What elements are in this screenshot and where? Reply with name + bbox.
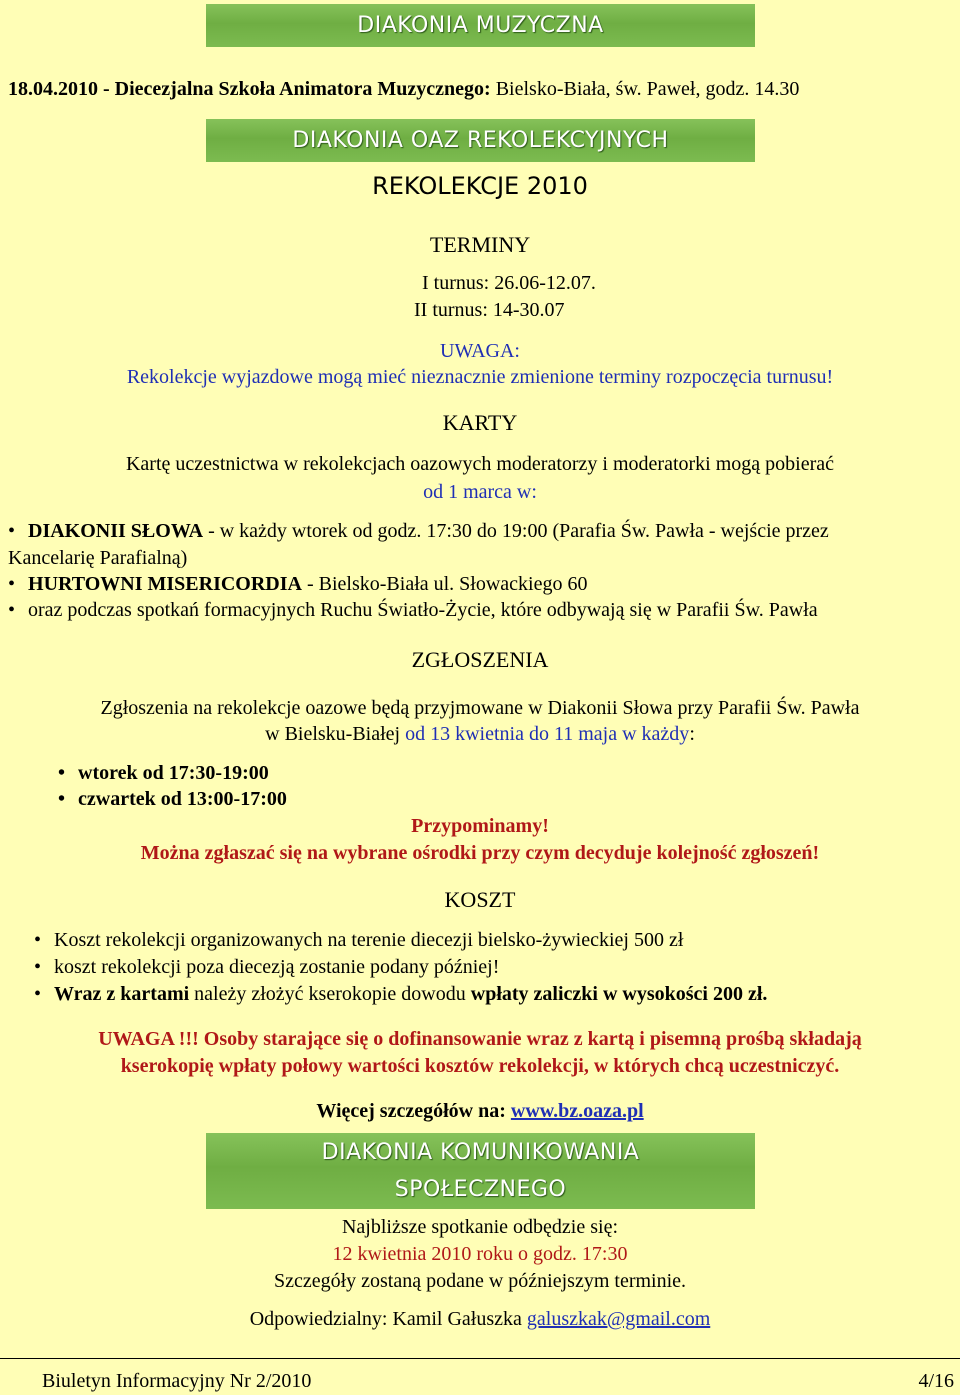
text: !!! Osoby starające się o dofinansowanie wraz z kartą i pisemną prośbą składają: [173, 1028, 862, 1050]
karty-item-diakonia-slowa: [8, 520, 829, 543]
label: Odpowiedzialny: Kamil Gałuszka: [249, 1308, 527, 1330]
day-text: czwartek od 13:00-17:00: [78, 788, 287, 810]
banner-title-line-2: SPOŁECZNEGO: [394, 1177, 567, 1202]
uwaga2-line-2: kserokopię wpłaty połowy wartości kosztów rekolekcji, w których chcą uczestniczyć.: [120, 1055, 840, 1077]
turnus-2: II turnus: 14-30.07: [414, 299, 565, 321]
karty-item-spotkania: [8, 599, 818, 622]
koszt-item-1: [34, 929, 683, 952]
item-bold: Wraz z kartami: [54, 983, 190, 1005]
zgloszenia-day-czwartek: [58, 788, 287, 811]
uwaga-label: UWAGA:: [440, 340, 520, 362]
karty-intro: Kartę uczestnictwa w rekolekcjach oazowych moderatorzy i moderatorki mogą pobierać: [125, 453, 835, 475]
zgloszenia-line-2: [0, 723, 960, 746]
event-line: [8, 78, 958, 101]
spotkanie-line-1: Najbliższe spotkanie odbędzie się:: [341, 1216, 618, 1238]
item-bold: wpłaty zaliczki w wysokości 200 zł.: [470, 983, 768, 1005]
banner-diakonia-oaz: [206, 119, 755, 162]
koszt-item-2: [34, 956, 499, 979]
footer-title: Biuletyn Informacyjny Nr 2/2010: [42, 1370, 312, 1392]
mozna-zglaszac: Można zgłaszać się na wybrane ośrodki przy czym decyduje kolejność zgłoszeń!: [140, 842, 820, 864]
text: w Bielsku-Białej: [265, 723, 406, 745]
website-link[interactable]: www.bz.oaza.pl: [510, 1100, 644, 1122]
text: :: [689, 723, 695, 745]
rekolekcje-title: REKOLEKCJE 2010: [372, 172, 588, 200]
koszt-heading: KOSZT: [444, 887, 516, 912]
spotkanie-line-3: Szczegóły zostaną podane w późniejszym terminie.: [273, 1270, 687, 1292]
odpowiedzialny-line: [0, 1308, 960, 1331]
footer-page-number: 4/16: [918, 1370, 954, 1392]
uwaga-label: UWAGA: [98, 1028, 174, 1050]
item-text: - Bielsko-Biała ul. Słowackiego 60: [301, 573, 588, 595]
wiecej-line: [0, 1100, 960, 1123]
uwaga2-line-1: [0, 1028, 960, 1051]
spotkanie-date: 12 kwietnia 2010 roku o godz. 17:30: [332, 1243, 628, 1265]
item-bold: HURTOWNI MISERICORDIA: [28, 573, 302, 595]
item-text: oraz podczas spotkań formacyjnych Ruchu Światło-Życie, które odbywają się w Parafii Św. Pawła: [28, 599, 818, 621]
email-link[interactable]: galuszkak@gmail.com: [526, 1308, 711, 1330]
zgloszenia-day-wtorek: [58, 762, 269, 785]
item-text: Koszt rekolekcji organizowanych na terenie diecezji bielsko-żywieckiej 500 zł: [54, 929, 684, 951]
terminy-heading: TERMINY: [429, 232, 531, 257]
karty-od: od 1 marca w:: [423, 481, 537, 503]
zgloszenia-line-1: Zgłoszenia na rekolekcje oazowe będą przyjmowane w Diakonii Słowa przy Parafii Św. Pawła: [100, 697, 860, 719]
banner-title-line-1: DIAKONIA KOMUNIKOWANIA: [321, 1140, 640, 1165]
event-date-title: 18.04.2010 - Diecezjalna Szkoła Animatora Muzycznego:: [8, 78, 491, 100]
day-text: wtorek od 17:30-19:00: [78, 762, 269, 784]
date-range: od 13 kwietnia do 11 maja w każdy: [405, 723, 690, 745]
zgloszenia-heading: ZGŁOSZENIA: [411, 647, 549, 672]
przypominamy: Przypominamy!: [411, 815, 549, 837]
item-text: koszt rekolekcji poza diecezją zostanie podany później!: [54, 956, 500, 978]
item-text: - w każdy wtorek od godz. 17:30 do 19:00 (Parafia Św. Pawła - wejście przez: [203, 520, 829, 542]
banner-diakonia-muzyczna: [206, 4, 755, 47]
label: Więcej szczegółów na:: [316, 1100, 511, 1122]
banner-title: DIAKONIA OAZ REKOLEKCYJNYCH: [292, 128, 669, 153]
uwaga-text: Rekolekcje wyjazdowe mogą mieć nieznacznie zmienione terminy rozpoczęcia turnusu!: [126, 366, 834, 388]
karty-heading: KARTY: [442, 410, 518, 435]
karty-item-continuation: Kancelarię Parafialną): [8, 547, 188, 569]
karty-item-hurtownia: [8, 573, 588, 596]
banner-diakonia-komunikowania: [206, 1133, 755, 1209]
event-place: Bielsko-Biała, św. Paweł, godz. 14.30: [490, 78, 800, 100]
koszt-item-3: [34, 983, 767, 1006]
banner-title: DIAKONIA MUZYCZNA: [357, 13, 604, 38]
item-bold: DIAKONII SŁOWA: [28, 520, 204, 542]
item-text: należy złożyć kserokopie dowodu: [189, 983, 471, 1005]
footer-divider: [0, 1358, 960, 1359]
turnus-1: I turnus: 26.06-12.07.: [422, 272, 596, 294]
